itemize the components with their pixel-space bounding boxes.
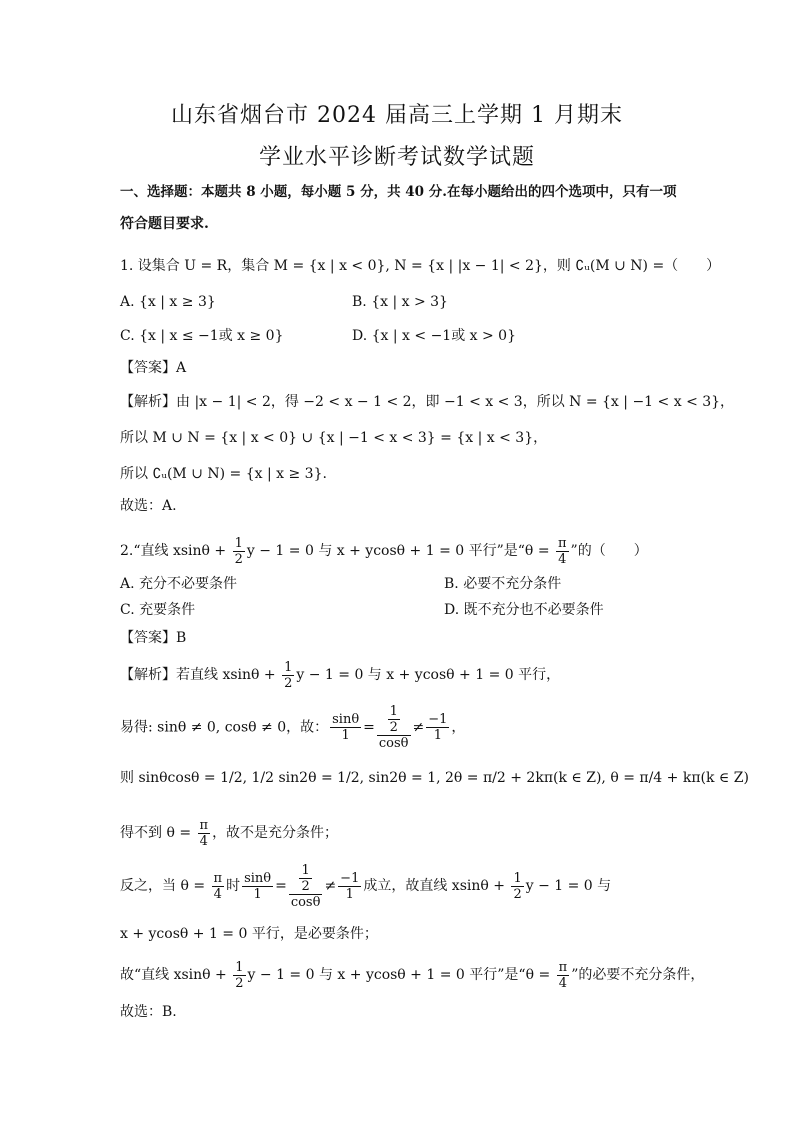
q1-answer: 【答案】A <box>120 360 187 376</box>
frac-num: 1 <box>301 862 310 878</box>
not-equal-sign: ≠ <box>412 719 425 736</box>
frac-num: π <box>213 870 223 886</box>
frac-num: 1 <box>513 870 522 886</box>
doc-title-line1: 山东省烟台市 2024 届高三上学期 1 月期末 <box>171 103 623 128</box>
frac-num <box>289 863 323 895</box>
q2-explanation-6: x + ycosθ + 1 = 0 平行，是必要条件； <box>120 926 378 942</box>
frac-num: π <box>558 959 568 975</box>
q2-stem-pre: 2.“直线 xsinθ + <box>120 543 231 559</box>
q2-exp7-pre: 故“直线 xsinθ + <box>120 967 232 983</box>
frac-den: 1 <box>341 728 350 743</box>
fraction-half <box>388 704 400 735</box>
frac-num: −1 <box>340 870 360 886</box>
q2-option-c: C. 充要条件 <box>120 602 196 618</box>
q2-option-d: D. 既不充分也不必要条件 <box>444 602 604 618</box>
fraction-half <box>233 536 245 567</box>
fraction-neg1-over-1 <box>426 712 449 743</box>
section-heading-line1: 一、选择题：本题共 8 小题，每小题 5 分，共 40 分.在每小题给出的四个选项中，只有一项 <box>120 184 677 200</box>
q1-option-b: B. {x | x > 3} <box>352 294 448 310</box>
q2-exp1-pre: 【解析】若直线 xsinθ + <box>120 667 281 683</box>
q2-explanation-1 <box>120 656 560 694</box>
frac-den: 4 <box>558 975 568 991</box>
fraction-half <box>511 871 523 902</box>
q2-explanation-3: 则 sinθcosθ = 1/2, 1/2 sin2θ = 1/2, sin2θ = 1, 2θ = π/2 + 2kπ(k ∈ Z), θ = π/4 + kπ(k ∈ Z) <box>120 770 749 786</box>
q2-explanation-2: 易得: sinθ ≠ 0, cosθ ≠ 0，故： $\frac{\sin\theta}{1}$ = $\frac{\frac{1}{2}}{\cos\theta}$ ≠ $\frac{-1}{1}$ ， <box>120 704 466 751</box>
doc-title-line2: 学业水平诊断考试数学试题 <box>258 145 535 170</box>
q2-stem <box>120 532 648 570</box>
frac-den: 2 <box>389 720 398 735</box>
frac-num: 1 <box>235 959 244 975</box>
q2-choose: 故选：B. <box>120 1004 177 1020</box>
frac-den: 4 <box>199 833 208 849</box>
q2-explanation-7 <box>120 956 704 994</box>
fraction-pi-4 <box>212 871 225 902</box>
q2-explanation-5 <box>120 862 611 910</box>
not-equal-sign: ≠ <box>324 878 337 894</box>
q2-exp1-post: y − 1 = 0 与 x + ycosθ + 1 = 0 平行， <box>296 667 561 683</box>
q1-explanation-1: 【解析】由 |x − 1| < 2，得 −2 < x − 1 < 2，即 −1 < x < 3，所以 N = {x | −1 < x < 3}， <box>120 394 735 410</box>
fraction-half <box>233 960 245 991</box>
frac-num: −1 <box>428 712 448 727</box>
fraction-sin-over-1 <box>242 871 273 902</box>
frac-num: π <box>558 535 567 551</box>
q1-explanation-2: 所以 M ∪ N = {x | x < 0} ∪ {x | −1 < x < 3} = {x | x < 3}， <box>120 430 548 446</box>
frac-den: cosθ <box>290 894 321 910</box>
q2-exp7-post: ”的必要不充分条件， <box>571 967 705 983</box>
frac-den: 2 <box>301 878 310 894</box>
q2-exp5-post: 成立，故直线 xsinθ + <box>363 878 510 894</box>
frac-num: π <box>199 817 209 833</box>
fraction-pi-4 <box>557 960 570 991</box>
q2-exp4-pre: 得不到 θ = <box>120 825 196 841</box>
q1-choose: 故选：A. <box>120 498 177 514</box>
q2-exp2-pre: 易得: sinθ ≠ 0, cosθ ≠ 0，故： <box>120 719 329 736</box>
q2-exp5-tail: y − 1 = 0 与 <box>525 878 612 894</box>
fraction-half-over-cos <box>289 863 323 910</box>
fraction-neg1-over-1 <box>338 871 361 902</box>
frac-num: sinθ <box>332 712 360 727</box>
q2-answer: 【答案】B <box>120 630 187 646</box>
fraction-pi-4 <box>556 536 569 567</box>
fraction-half <box>282 660 294 691</box>
q2-exp5-mid: 时 <box>226 878 241 894</box>
q2-exp4-post: ，故不是充分条件； <box>212 825 339 841</box>
frac-num: 1 <box>284 659 293 675</box>
frac-den: 2 <box>513 886 522 902</box>
frac-den: 2 <box>235 975 244 991</box>
q2-option-a: A. 充分不必要条件 <box>120 576 238 592</box>
q1-stem: 1. 设集合 U = R，集合 M = {x | x < 0}, N = {x | |x − 1| < 2}，则 ∁ᵤ(M ∪ N) =（ ） <box>120 258 721 274</box>
equals-sign: = <box>363 719 375 736</box>
frac-den: cosθ <box>378 736 409 751</box>
q2-exp7-mid: y − 1 = 0 与 x + ycosθ + 1 = 0 平行”是“θ = <box>247 967 555 983</box>
section-heading-line2: 符合题目要求. <box>120 216 209 232</box>
q2-stem-mid: y − 1 = 0 与 x + ycosθ + 1 = 0 平行”是“θ = <box>246 543 554 559</box>
frac-num: 1 <box>234 535 243 551</box>
q2-explanation-4 <box>120 814 338 852</box>
equals-sign: = <box>275 878 287 894</box>
fraction-pi-4 <box>198 818 211 849</box>
frac-num: 1 <box>389 704 398 719</box>
frac-den: 2 <box>234 551 243 567</box>
frac-den: 1 <box>253 886 262 902</box>
fraction-sin-over-1 <box>330 712 361 743</box>
frac-den: 1 <box>345 886 354 902</box>
frac-num: sinθ <box>244 870 272 886</box>
q1-option-a: A. {x | x ≥ 3} <box>120 294 216 310</box>
frac-den: 4 <box>213 886 222 902</box>
q2-stem-post: ”的（ ） <box>570 543 648 559</box>
fraction-half-over-cos <box>377 704 411 751</box>
frac-den: 4 <box>558 551 567 567</box>
frac-den: 2 <box>284 675 293 691</box>
frac-den: 1 <box>433 728 442 743</box>
fraction-half <box>299 863 311 894</box>
q1-option-d: D. {x | x < −1或 x > 0} <box>352 328 517 344</box>
frac-num <box>377 704 411 736</box>
q2-option-b: B. 必要不充分条件 <box>444 576 562 592</box>
q2-exp5-pre: 反之，当 θ = <box>120 878 210 894</box>
q1-explanation-3: 所以 ∁ᵤ(M ∪ N) = {x | x ≥ 3}. <box>120 466 327 482</box>
q1-option-c: C. {x | x ≤ −1或 x ≥ 0} <box>120 328 284 344</box>
